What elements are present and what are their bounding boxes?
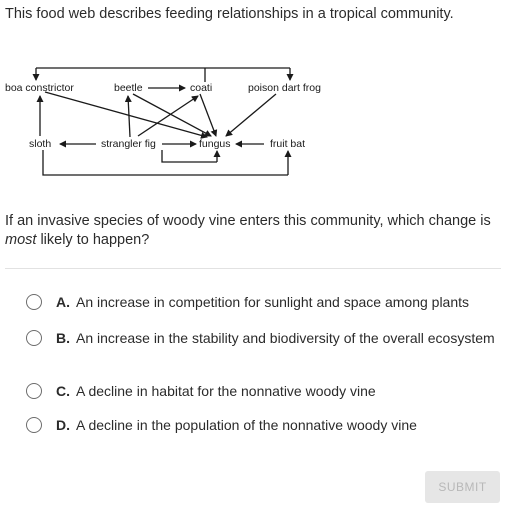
edge-fig-beetle <box>128 96 130 137</box>
question-text <box>5 212 505 250</box>
choice-letter: B. <box>56 330 70 346</box>
submit-button[interactable]: SUBMIT <box>425 471 500 503</box>
edge-beetle-fungus <box>133 94 211 136</box>
edge-bottom-inner <box>162 150 217 162</box>
radio-a[interactable] <box>26 294 42 310</box>
node-poison-dart-frog: poison dart frog <box>248 82 321 94</box>
intro-text: This food web describes feeding relationships in a tropical community. <box>5 6 454 22</box>
node-coati: coati <box>190 82 213 94</box>
choice-letter: A. <box>56 294 70 310</box>
node-boa-constrictor: boa constrictor <box>5 82 74 94</box>
node-sloth: sloth <box>29 138 52 150</box>
choice-c[interactable] <box>26 383 506 400</box>
radio-c[interactable] <box>26 383 42 399</box>
radio-d[interactable] <box>26 417 42 433</box>
question-before: If an invasive species of woody vine enters this community, which change is <box>5 213 491 229</box>
question-after: likely to happen? <box>36 232 150 248</box>
node-strangler-fig: strangler fig <box>101 138 156 150</box>
choice-letter: C. <box>56 383 70 399</box>
choice-text: An increase in the stability and biodiversity of the overall ecosystem <box>76 330 495 346</box>
node-beetle: beetle <box>114 82 143 94</box>
question-emphasis: most <box>5 232 37 248</box>
node-fruit-bat: fruit bat <box>270 138 306 150</box>
choice-d[interactable] <box>26 417 506 434</box>
choice-b[interactable] <box>26 330 506 347</box>
radio-b[interactable] <box>26 330 42 346</box>
choice-text: An increase in competition for sunlight and space among plants <box>76 294 470 310</box>
choice-letter: D. <box>56 417 70 433</box>
divider <box>5 268 501 269</box>
edge-top-bracket <box>36 68 290 82</box>
choice-a[interactable] <box>26 294 506 311</box>
choice-text: A decline in the population of the nonnative woody vine <box>76 417 417 433</box>
edge-coati-fungus <box>200 94 216 136</box>
choice-text: A decline in habitat for the nonnative woody vine <box>76 383 376 399</box>
edge-frog-fungus <box>226 94 276 136</box>
edge-boa-fungus <box>45 92 207 137</box>
food-web-diagram <box>0 55 340 185</box>
node-fungus: fungus <box>199 138 231 150</box>
